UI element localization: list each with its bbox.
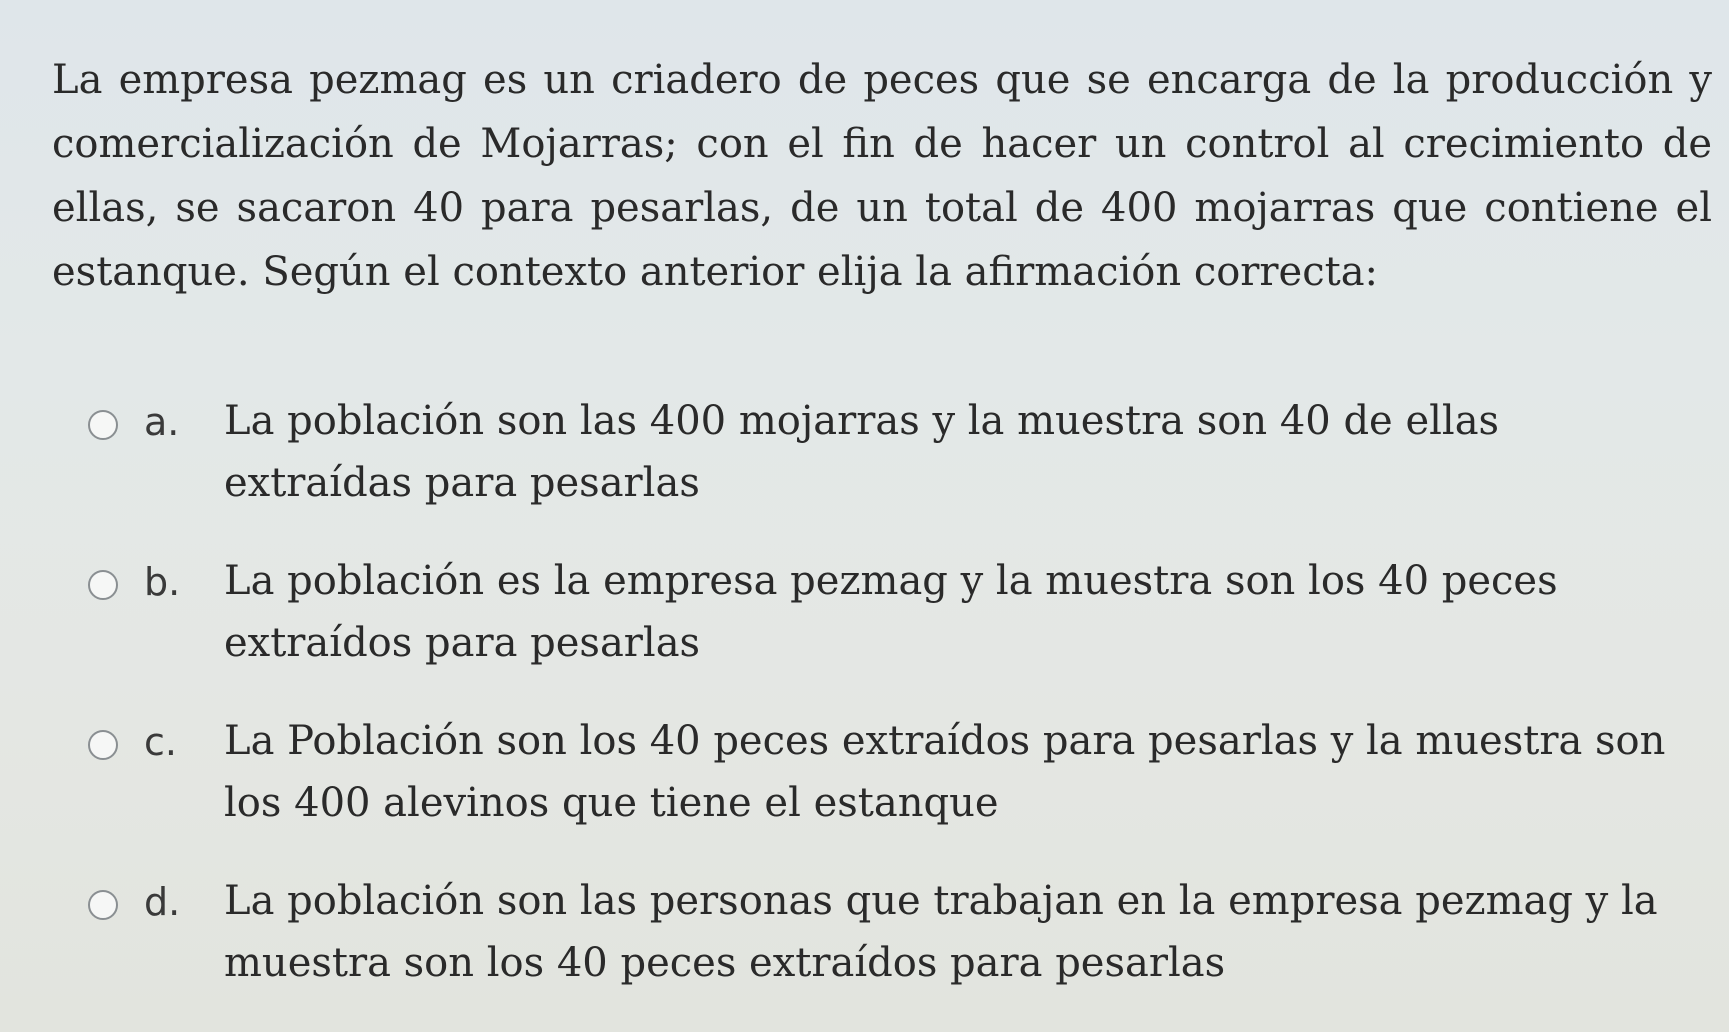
option-letter-c: c. xyxy=(144,720,177,764)
answer-options xyxy=(88,390,1708,1030)
option-text-d[interactable]: La población son las personas que trabajan en la empresa pezmag y la muestra son los 40 peces extraídos para pesarlas xyxy=(224,878,1658,986)
option-letter-a: a. xyxy=(144,400,180,444)
radio-button-b[interactable] xyxy=(88,570,118,600)
option-b[interactable] xyxy=(88,550,1708,710)
option-c[interactable] xyxy=(88,710,1708,870)
option-a[interactable] xyxy=(88,390,1708,550)
option-letter-d: d. xyxy=(144,880,181,924)
option-text-a[interactable]: La población son las 400 mojarras y la muestra son 40 de ellas extraídas para pesarlas xyxy=(224,398,1500,506)
radio-button-c[interactable] xyxy=(88,730,118,760)
question-text: La empresa pezmag es un criadero de peces que se encarga de la producción y comercialización de Mojarras; con el fin de hacer un control al crecimiento de ellas, se sacaron 40 para pesarlas, de un total de 400 mojarras que contiene el estanque. Según el contexto anterior elija la afirmación correcta: xyxy=(52,57,1712,295)
radio-button-d[interactable] xyxy=(88,890,118,920)
radio-button-a[interactable] xyxy=(88,410,118,440)
option-text-c[interactable]: La Población son los 40 peces extraídos para pesarlas y la muestra son los 400 alevinos que tiene el estanque xyxy=(224,718,1666,826)
option-d[interactable] xyxy=(88,870,1708,1030)
option-text-b[interactable]: La población es la empresa pezmag y la muestra son los 40 peces extraídos para pesarlas xyxy=(224,558,1558,666)
option-letter-b: b. xyxy=(144,560,181,604)
